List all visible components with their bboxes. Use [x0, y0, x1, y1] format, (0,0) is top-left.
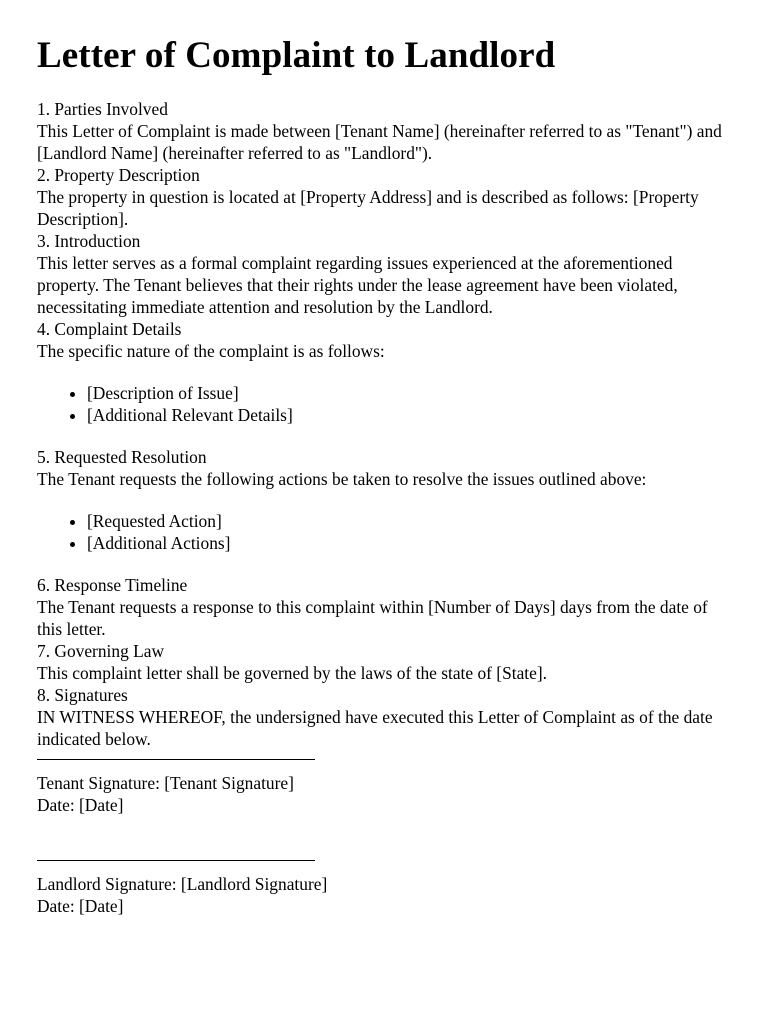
tenant-signature-line [37, 759, 315, 760]
landlord-date-label: Date: [Date] [37, 896, 124, 916]
section-body: The specific nature of the complaint is as follows: [37, 341, 385, 361]
section-complaint [37, 318, 737, 426]
section-body: This Letter of Complaint is made between [Tenant Name] (hereinafter referred to as "Tenant") and [Landlord Name] (hereinafter referred to as "Landlord"). [37, 121, 722, 163]
section-property [37, 164, 737, 230]
signature-spacer [37, 816, 737, 860]
section-heading: 5. Requested Resolution [37, 447, 207, 467]
section-body: The property in question is located at [Property Address] and is described as follows: [Property Description]. [37, 187, 699, 229]
section-body: This letter serves as a formal complaint regarding issues experienced at the aforementioned property. The Tenant believes that their rights under the lease agreement have been violated, necessitating immediate attention and resolution by the Landlord. [37, 253, 678, 317]
section-resolution [37, 446, 737, 554]
section-heading: 4. Complaint Details [37, 319, 182, 339]
landlord-signature-label: Landlord Signature: [Landlord Signature] [37, 874, 328, 894]
section-law [37, 640, 737, 684]
document-title: Letter of Complaint to Landlord [37, 35, 556, 76]
resolution-list [37, 510, 737, 554]
section-introduction [37, 230, 737, 318]
section-heading: 1. Parties Involved [37, 99, 168, 119]
list-item: • [Additional Relevant Details] [87, 404, 737, 426]
tenant-signature-label: Tenant Signature: [Tenant Signature] [37, 773, 294, 793]
list-item: • [Description of Issue] [87, 382, 737, 404]
list-item: • [Additional Actions] [87, 532, 737, 554]
section-heading: 7. Governing Law [37, 641, 165, 661]
section-heading: 6. Response Timeline [37, 575, 188, 595]
section-signatures [37, 684, 737, 917]
section-body: The Tenant requests a response to this complaint within [Number of Days] days from the date of this letter. [37, 597, 708, 639]
section-heading: 3. Introduction [37, 231, 141, 251]
section-heading: 2. Property Description [37, 165, 200, 185]
section-body: The Tenant requests the following actions be taken to resolve the issues outlined above: [37, 469, 647, 489]
section-heading: 8. Signatures [37, 685, 128, 705]
tenant-date-label: Date: [Date] [37, 795, 124, 815]
section-parties [37, 98, 737, 164]
complaint-list [37, 382, 737, 426]
landlord-signature-line [37, 860, 315, 861]
section-timeline [37, 574, 737, 640]
list-item: • [Requested Action] [87, 510, 737, 532]
section-body: IN WITNESS WHEREOF, the undersigned have executed this Letter of Complaint as of the date indicated below. [37, 707, 713, 749]
document-page [37, 30, 737, 917]
section-body: This complaint letter shall be governed by the laws of the state of [State]. [37, 663, 547, 683]
